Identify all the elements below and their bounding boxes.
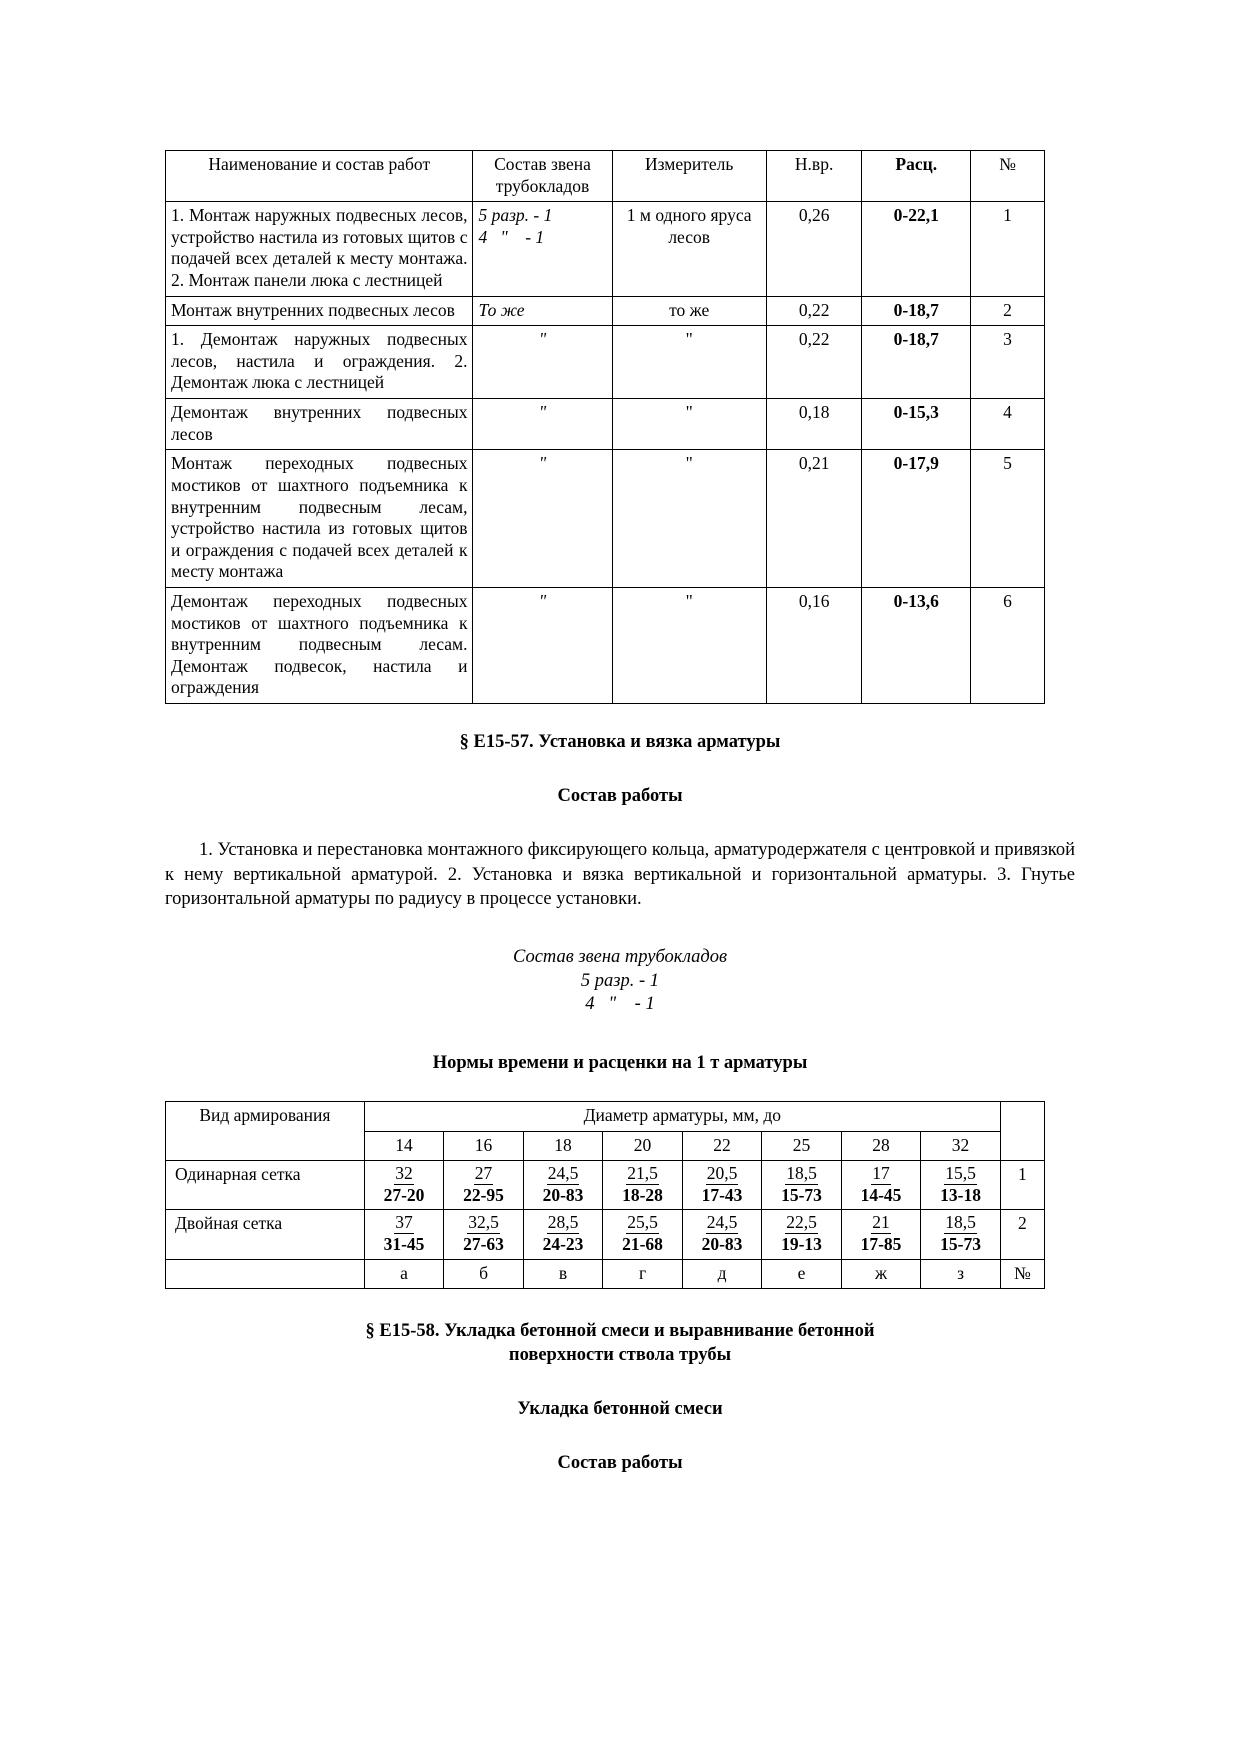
value-rate: 27-63 [463,1233,504,1254]
value-rate: 20-83 [701,1233,743,1254]
col-header-rate: Расц. [862,151,971,202]
value-nvr: 20,5 [706,1163,738,1184]
value-nvr: 27 [474,1163,493,1184]
value-nvr: 21,5 [627,1163,658,1184]
col-header-blank [1000,1101,1044,1160]
cell-crew: " [473,450,612,588]
crew-title: Состав звена трубокладов [512,946,728,967]
value-nvr: 32,5 [468,1212,499,1233]
value-nvr: 22,5 [786,1212,817,1233]
cell-rate: 0-15,3 [862,399,971,450]
cell-crew: То же [473,296,612,326]
value-rate: 18-28 [622,1184,663,1205]
value-nvr: 18,5 [945,1212,976,1233]
col-header-work: Наименование и состав работ [166,151,473,202]
cell-num: 4 [971,399,1045,450]
cell-num: 3 [971,326,1045,399]
column-letter-v: в [523,1259,603,1289]
col-header-crew: Состав звена трубокладов [473,151,612,202]
column-letter-d: д [682,1259,762,1289]
cell-measure: " [612,587,766,703]
column-letter-zh: ж [841,1259,921,1289]
diameter-32: 32 [921,1131,1001,1161]
section-title-line-1: § Е15-58. Укладка бетонной смеси и выравнивание бетонной [365,1321,875,1342]
value-nvr: 18,5 [786,1163,817,1184]
cell-num: 6 [971,587,1045,703]
value-nvr: 28,5 [547,1212,579,1233]
table-row [166,326,1045,399]
value-rate: 21-68 [622,1233,663,1254]
crew-line-1: 5 разр. - 1 [580,970,660,991]
diameter-22: 22 [682,1131,762,1161]
cell-rate: 0-17,9 [862,450,971,588]
value-nvr: 25,5 [627,1212,658,1233]
value-nvr: 17 [872,1163,890,1184]
norms-table-scaffolding [165,150,1045,704]
cell-work: Монтаж переходных подвесных мостиков от шахтного подъемника к внутренним подвесным лесам, устройство настила из готовых щитов и ограждения с подачей всех деталей к месту монтажа [166,450,473,588]
value-rate: 22-95 [463,1184,504,1205]
cell-crew [473,202,612,296]
norms-table-reinforcement [165,1101,1045,1289]
table-row [166,296,1045,326]
cell-value [682,1210,762,1259]
cell-value [921,1161,1001,1210]
cell-value [444,1161,524,1210]
cell-value [523,1210,603,1259]
cell-reinforcement-type: Одинарная сетка [166,1161,365,1210]
cell-value [523,1161,603,1210]
cell-rate: 0-18,7 [862,296,971,326]
cell-work: 1. Демонтаж наружных подвесных лесов, настила и ограждения. 2. Демонтаж люка с лестницей [166,326,473,399]
column-letter-num: № [1000,1259,1044,1289]
subtitle-concrete-placement: Укладка бетонной смеси [517,1399,723,1420]
cell-nvr: 0,16 [766,587,862,703]
value-rate: 31-45 [383,1233,425,1254]
heading-norms-per-ton: Нормы времени и расценки на 1 т арматуры [432,1052,808,1073]
cell-reinforcement-type: Двойная сетка [166,1210,365,1259]
crew-line-1: 5 разр. - 1 [478,205,553,226]
cell-rate: 0-18,7 [862,326,971,399]
value-rate: 17-85 [860,1233,902,1254]
cell-value [762,1161,842,1210]
cell-value [841,1161,921,1210]
crew-composition-block-57 [165,946,1075,1017]
col-header-num: № [971,151,1045,202]
col-header-measure: Измеритель [612,151,766,202]
value-rate: 24-23 [542,1233,584,1254]
value-rate: 13-18 [940,1184,981,1205]
cell-num: 2 [1000,1210,1044,1259]
heading-work-composition-57: Состав работы [557,786,683,807]
cell-value [364,1161,444,1210]
cell-nvr: 0,18 [766,399,862,450]
column-letter-z: з [921,1259,1001,1289]
cell-num: 5 [971,450,1045,588]
table-header-row [166,151,1045,202]
value-rate: 27-20 [383,1184,425,1205]
table-header-row [166,1101,1045,1131]
column-letter-g: г [603,1259,683,1289]
heading-work-composition-58: Состав работы [557,1453,683,1474]
value-nvr: 37 [395,1212,413,1233]
value-nvr: 21 [872,1212,890,1233]
cell-value [444,1210,524,1259]
crew-line-2: 4 " - 1 [478,226,545,247]
value-rate: 14-45 [860,1184,902,1205]
cell-value [921,1210,1001,1259]
cell-value [603,1210,683,1259]
value-rate: 20-83 [542,1184,584,1205]
column-letter-e: е [762,1259,842,1289]
cell-work: 1. Монтаж наружных подвесных лесов, устройство настила из готовых щитов с подачей всех деталей к месту монтажа. 2. Монтаж панели люка с лестницей [166,202,473,296]
section-title-line-2: поверхности ствола трубы [508,1345,732,1366]
cell-nvr: 0,22 [766,326,862,399]
column-letter-b: б [444,1259,524,1289]
col-header-reinforcement-type: Вид армирования [166,1101,365,1160]
value-rate: 15-73 [940,1233,981,1254]
diameter-14: 14 [364,1131,444,1161]
cell-measure: то же [612,296,766,326]
cell-value [762,1210,842,1259]
cell-nvr: 0,21 [766,450,862,588]
cell-crew: " [473,326,612,399]
cell-nvr: 0,26 [766,202,862,296]
cell-num: 1 [1000,1161,1044,1210]
column-letter-a: а [364,1259,444,1289]
value-nvr: 15,5 [945,1163,976,1184]
value-nvr: 32 [395,1163,413,1184]
cell-work: Демонтаж переходных подвесных мостиков от шахтного подъемника к внутренним подвесным лесам. Демонтаж подвесок, настила и ограждения [166,587,473,703]
section-title-e15-58 [165,1319,1075,1367]
value-rate: 19-13 [781,1233,822,1254]
work-composition-paragraph-57: 1. Установка и перестановка монтажного фиксирующего кольца, арматуродержателя с центровкой и привязкой к нему вертикальной арматурой. 2. Установка и вязка вертикальной и горизонтальной арматуры. 3. Гнутье горизонтальной арматуры по радиусу в процессе установки. [165,840,1075,910]
cell-empty [166,1259,365,1289]
cell-rate: 0-13,6 [862,587,971,703]
diameter-25: 25 [762,1131,842,1161]
cell-measure: 1 м одного яруса лесов [612,202,766,296]
diameter-16: 16 [444,1131,524,1161]
table-row [166,587,1045,703]
cell-num: 1 [971,202,1045,296]
table-row [166,1161,1045,1210]
cell-work: Монтаж внутренних подвесных лесов [166,296,473,326]
table-row [166,399,1045,450]
cell-rate: 0-22,1 [862,202,971,296]
cell-crew: " [473,399,612,450]
diameter-28: 28 [841,1131,921,1161]
col-header-diameter-span: Диаметр арматуры, мм, до [364,1101,1000,1131]
cell-value [364,1210,444,1259]
table-footer-row [166,1259,1045,1289]
cell-value [603,1161,683,1210]
value-rate: 17-43 [701,1184,743,1205]
diameter-18: 18 [523,1131,603,1161]
table-row [166,202,1045,296]
cell-value [841,1210,921,1259]
cell-measure: " [612,399,766,450]
table-row [166,450,1045,588]
value-rate: 15-73 [781,1184,822,1205]
cell-work: Демонтаж внутренних подвесных лесов [166,399,473,450]
cell-measure: " [612,450,766,588]
col-header-nvr: Н.вр. [766,151,862,202]
cell-crew: " [473,587,612,703]
cell-measure: " [612,326,766,399]
cell-num: 2 [971,296,1045,326]
value-nvr: 24,5 [706,1212,738,1233]
value-nvr: 24,5 [547,1163,579,1184]
cell-nvr: 0,22 [766,296,862,326]
cell-value [682,1161,762,1210]
crew-line-2: 4 " - 1 [585,994,655,1015]
table-row [166,1210,1045,1259]
section-title-e15-57: § Е15-57. Установка и вязка арматуры [459,732,781,753]
diameter-20: 20 [603,1131,683,1161]
